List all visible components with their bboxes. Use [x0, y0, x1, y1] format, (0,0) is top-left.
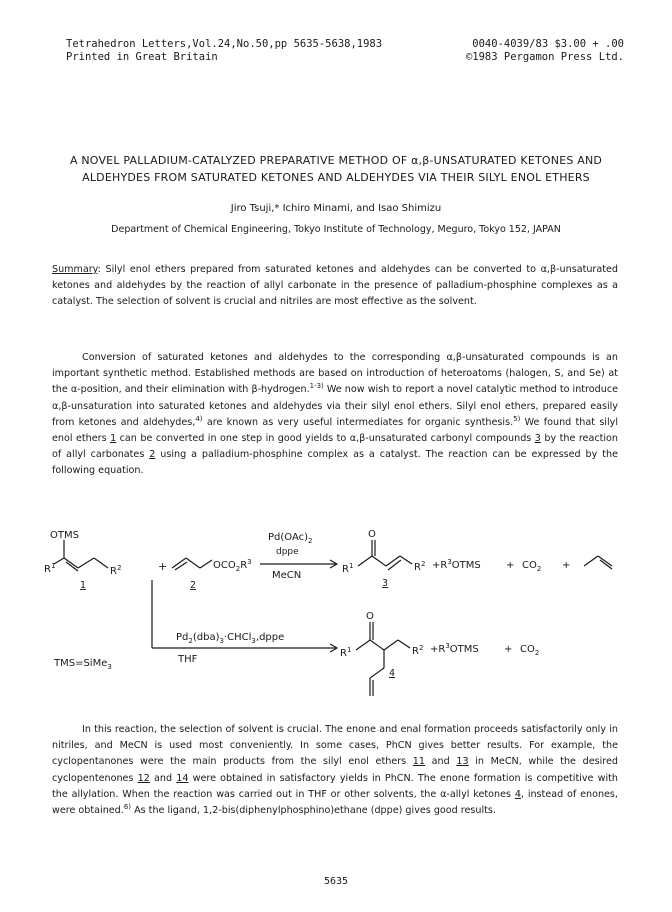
bond — [372, 556, 386, 566]
reference-mark: 5) — [513, 414, 521, 423]
text-run: in MeCN, while the desired cyclopentenones — [52, 756, 618, 784]
product-4-r2-label: $R^2$ — [412, 644, 424, 657]
compound-number: 1 — [110, 433, 117, 445]
journal-citation — [66, 38, 382, 64]
byproduct-2-silyl-carbonate: $+R^3OTMS$ — [430, 642, 479, 655]
compound-number: 2 — [149, 449, 156, 461]
r2-label: $R^2$ — [110, 564, 122, 577]
bond — [358, 556, 372, 566]
page-number: 5635 — [323, 876, 349, 887]
bond — [186, 558, 200, 568]
citation-line: Tetrahedron Letters,Vol.24,No.50,pp 5635-5638,1983 — [66, 38, 383, 50]
summary-label: Summary — [52, 264, 98, 275]
text-run: We found that silyl enol ethers — [52, 416, 618, 445]
product-r2-label: $R^2$ — [414, 560, 426, 573]
product-r1-label: $R^1$ — [342, 562, 354, 575]
solvent-paragraph — [52, 722, 618, 819]
printed-line: Printed in Great Britain — [66, 51, 218, 63]
text-run: can be converted in one step in good yields to α,β-unsaturated carbonyl compounds — [116, 433, 535, 445]
text-run: and — [149, 772, 177, 784]
byproduct-2-co2: $CO_2$ — [520, 644, 540, 657]
reference-mark: 4) — [195, 414, 203, 423]
plus-sign: + — [504, 644, 513, 655]
copyright-block — [466, 38, 624, 64]
bond — [94, 558, 108, 568]
reference-mark: 6) — [123, 802, 132, 811]
compound-number: 14 — [176, 772, 189, 784]
bond — [386, 556, 400, 566]
authors: Jiro Tsuji,* Ichiro Minami, and Isao Shimizu — [230, 203, 442, 214]
plus-sign: + — [158, 560, 168, 573]
affiliation: Department of Chemical Engineering, Tokyo Institute of Technology, Meguro, Tokyo 152, JAPAN — [111, 224, 561, 235]
text-run: and — [425, 756, 457, 768]
bond — [54, 558, 64, 564]
tms-definition: TMS=SiMe$_3$ — [54, 658, 112, 671]
text-run: are known as very useful intermediates for organic synthesis. — [202, 416, 514, 428]
bond — [370, 668, 384, 678]
byproduct-silyl-carbonate: $+R^3OTMS$ — [432, 558, 481, 571]
solvent-label: MeCN — [272, 570, 302, 581]
title-line-2: ALDEHYDES FROM SATURATED KETONES AND ALDEHYDES VIA THEIR SILYL ENOL ETHERS — [82, 171, 590, 184]
issn-line: 0040-4039/83 $3.00 + .00 — [472, 38, 624, 50]
bond — [370, 640, 384, 650]
title-line-1: A NOVEL PALLADIUM-CATALYZED PREPARATIVE METHOD OF α,β-UNSATURATED KETONES AND — [69, 154, 603, 167]
ligand-label: dppe — [276, 547, 299, 557]
bond — [384, 640, 398, 650]
plus-sign: + — [506, 560, 515, 571]
byproduct-co2: $CO_2$ — [522, 560, 542, 573]
text-run: We now wish to report a novel catalytic method to introduce α,β-unsaturation into saturated ketones and aldehydes via their silyl enol ethers. Silyl enol ethers, prepared easily from ketones and aldehydes, — [52, 384, 618, 428]
compound-number: 4 — [514, 788, 521, 800]
compound-number: 3 — [534, 433, 541, 445]
catalyst-2-label: $Pd_2(dba)_3\cdot CHCl_3,dppe$ — [176, 632, 285, 645]
bond — [172, 558, 186, 568]
summary-paragraph — [52, 262, 618, 311]
compound-2-number: 2 — [190, 580, 197, 591]
bond — [388, 560, 401, 570]
compound-number: 13 — [456, 756, 469, 768]
bond — [200, 560, 212, 568]
text-run: using a palladium-phosphine complex as a catalyst. The reaction can be expressed by the following equation. — [52, 449, 618, 477]
paper-title — [30, 152, 642, 186]
summary-text: : Silyl enol ethers prepared from saturated ketones and aldehydes can be converted to α,β-unsaturated ketones and aldehydes by the reaction of allyl carbonate in the presence of palladium-phosphine complexes as a catalyst. The selection of solvent is crucial and nitriles are most effective as the solvent. — [52, 264, 618, 308]
compound-3-number: 3 — [382, 578, 389, 589]
reaction-scheme-drawing — [44, 526, 628, 716]
reference-mark: 1-3) — [309, 382, 324, 391]
reaction-scheme — [44, 526, 628, 716]
bond — [598, 556, 612, 566]
compound-1-number: 1 — [80, 580, 87, 591]
compound-4-number: 4 — [389, 668, 396, 679]
catalyst-label: $Pd(OAc)_2$ — [268, 532, 313, 545]
bond — [400, 556, 412, 564]
text-run: by the reaction of allyl carbonates — [52, 433, 618, 461]
bond — [398, 640, 410, 648]
carbonate-label: $OCO_2R^3$ — [213, 558, 252, 573]
product-4-r1-label: $R^1$ — [340, 646, 352, 659]
text-run: , instead of enones, were obtained. — [52, 788, 618, 817]
text-run: As the ligand, 1,2-bis(diphenylphosphino)ethane (dppe) gives good results. — [131, 805, 496, 817]
compound-number: 11 — [412, 756, 426, 768]
text-run: were obtained in satisfactory yields in PhCN. The enone formation is competitive with the allylation. When the reaction was carried out in THF or other solvents, the α-allyl ketones — [52, 772, 618, 800]
text-run: Conversion of saturated ketones and aldehydes to the corresponding α,β-unsaturated compounds is an important synthetic method. Established methods are based on introduction of heteroatoms (halogen, S, and Se) at the α-position, and their elimination with β-hydrogen. — [52, 352, 618, 396]
bond — [78, 558, 94, 568]
intro-paragraph — [52, 350, 618, 480]
plus-sign: + — [562, 560, 571, 571]
bond — [584, 556, 598, 566]
carbonyl-o-label-2: O — [366, 611, 374, 622]
solvent-2-label: THF — [178, 654, 198, 665]
carbonyl-o-label: O — [368, 529, 376, 540]
otms-label: OTMS — [50, 530, 79, 541]
text-run: In this reaction, the selection of solvent is crucial. The enone and enal formation proceeds satisfactorily only in nitriles, and MeCN is used most conveniently. In some cases, PhCN gives better results. For example, the cyclopentanones were the main products from the silyl enol ethers — [52, 724, 618, 768]
compound-number: 12 — [137, 772, 150, 784]
r1-label: $R^1$ — [44, 562, 56, 575]
bond — [175, 562, 187, 570]
bond — [356, 640, 370, 650]
copyright-line: ©1983 Pergamon Press Ltd. — [465, 51, 624, 63]
